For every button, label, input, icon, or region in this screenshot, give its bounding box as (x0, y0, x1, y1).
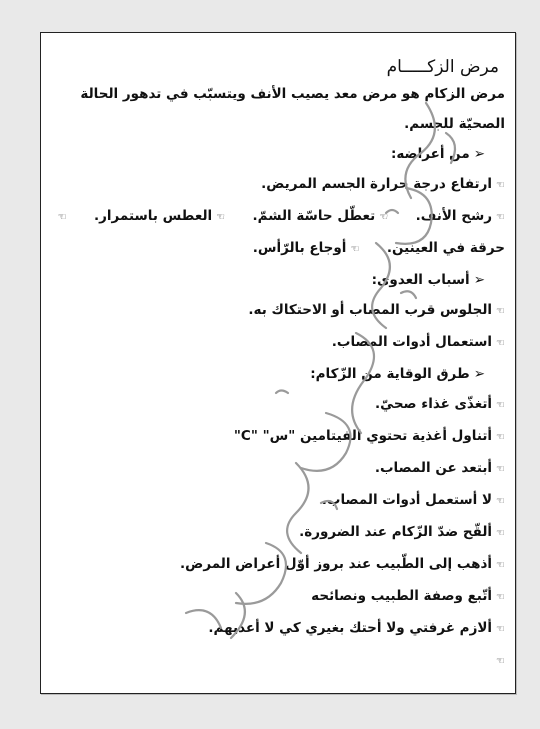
pointing-hand-icon: ☜ (496, 400, 505, 411)
pointing-hand-icon: ☜ (496, 656, 505, 667)
list-item: ☜لا أستعمل أدوات المصاب. (321, 492, 505, 508)
pointing-hand-icon: ☜ (496, 592, 505, 603)
pointing-hand-icon: ☜ (496, 528, 505, 539)
list-item: ☜رشح الأنف. ☜تعطّل حاسّة الشمّ. ☜العطس باستمرار. ☜حرقة في العينين. ☜أوجاع بالرّأس. (57, 208, 505, 256)
pointing-hand-icon: ☜ (496, 464, 505, 475)
pointing-hand-icon: ☜ (350, 244, 360, 255)
pointing-hand-icon: ☜ (496, 496, 505, 507)
pointing-hand-icon: ☜ (496, 306, 505, 317)
pointing-hand-icon: ☜ (216, 212, 226, 223)
list-item: ☜ألقّح ضدّ الزّكام عند الضرورة. (299, 524, 505, 540)
list-item: ☜أتّبع وصفة الطبيب ونصائحه (311, 588, 505, 604)
pointing-hand-icon: ☜ (496, 624, 505, 635)
pointing-hand-icon: ☜ (496, 560, 505, 571)
list-item: ☜أتغذّى غذاء صحيّ. (375, 396, 505, 412)
list-item: ☜أبتعد عن المصاب. (374, 460, 505, 476)
pointing-hand-icon: ☜ (496, 212, 505, 223)
pointing-hand-icon: ☜ (496, 338, 505, 349)
arrow-head-icon: ➢ (473, 146, 485, 162)
document-page (40, 32, 516, 694)
page-title: مرض الزكـــــام (386, 57, 499, 77)
prevention-heading: ➢طرق الوقاية من الزّكام: (310, 366, 485, 382)
causes-heading: ➢أسباب العدوى: (371, 272, 485, 288)
pointing-hand-icon: ☜ (379, 212, 389, 223)
document-body (49, 57, 505, 677)
empty-list-item (49, 645, 505, 677)
pointing-hand-icon: ☜ (496, 180, 505, 191)
intro-paragraph: مرض الزكام هو مرض معد يصيب الأنف ويتسبّب في تدهور الحالة الصحيّة للجسم. (80, 86, 505, 132)
list-item: ☜ألازم غرفتي ولا أحتك بغيري كي لا أعديهم. (208, 620, 505, 636)
symptoms-heading: ➢من أعراضه: (390, 146, 485, 162)
list-item: ☜ارتفاع درجة حرارة الجسم المريض. (261, 176, 505, 192)
list-item: ☜أتناول أغذية تحتوي الفيتامين "س" "C" (233, 428, 505, 444)
list-item: ☜استعمال أدوات المصاب. (331, 334, 505, 350)
arrow-head-icon: ➢ (473, 366, 485, 382)
arrow-head-icon: ➢ (473, 272, 485, 288)
list-item: ☜الجلوس قرب المصاب أو الاحتكاك به. (248, 302, 505, 318)
pointing-hand-icon: ☜ (57, 212, 67, 223)
pointing-hand-icon: ☜ (496, 432, 505, 443)
list-item: ☜أذهب إلى الطّبيب عند بروز أوّل أعراض المرض. (180, 556, 505, 572)
